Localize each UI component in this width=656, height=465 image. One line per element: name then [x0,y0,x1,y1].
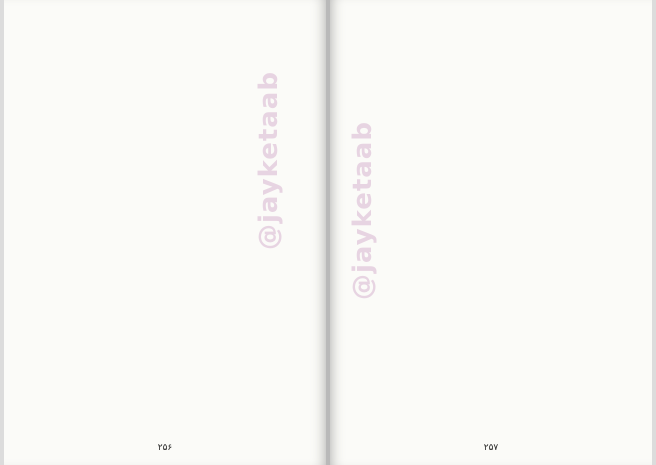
text-line [34,133,296,144]
text-line [354,178,626,189]
text-line [34,178,296,189]
text-line [354,390,626,401]
text-line [354,10,626,21]
text-line [34,413,296,424]
text-line [34,88,296,99]
text-line [34,301,296,312]
text-line [34,77,296,88]
text-line [34,346,296,357]
text-line [34,144,296,155]
text-line [34,167,296,178]
left-page [4,0,326,465]
text-line [34,32,296,43]
text-line [354,44,626,55]
text-line [34,279,296,290]
text-line [354,279,626,290]
text-line [354,346,626,357]
text-line [354,290,626,301]
text-line [354,379,626,390]
text-line [354,144,626,155]
text-line [354,155,626,166]
text-line [34,379,296,390]
text-line [354,368,626,379]
text-line [354,234,626,245]
text-line [354,88,626,99]
text-line [34,66,296,77]
text-line [34,21,296,32]
text-line [354,100,626,111]
text-line [34,44,296,55]
text-line [34,402,296,413]
text-line [34,256,296,267]
text-line [34,55,296,66]
text-line [34,100,296,111]
text-line [34,189,296,200]
text-line [354,122,626,133]
text-line [354,256,626,267]
text-line [34,334,296,345]
watermark: @jayketaab [348,121,378,300]
text-line [354,413,626,424]
text-line [354,55,626,66]
text-line [354,77,626,88]
text-line [354,200,626,211]
text-line [354,167,626,178]
page-number: ۲۵۷ [483,443,499,453]
right-page [330,0,652,465]
text-line [354,21,626,32]
left-page-body [34,10,296,424]
text-line [354,267,626,278]
text-line [354,111,626,122]
text-line [34,267,296,278]
text-line [34,323,296,334]
text-line [34,200,296,211]
text-line [354,301,626,312]
text-line [354,211,626,222]
text-line [354,245,626,256]
text-line [354,323,626,334]
text-line [34,368,296,379]
text-line [354,402,626,413]
text-line [34,111,296,122]
text-line [354,312,626,323]
text-line [34,390,296,401]
text-line [34,155,296,166]
text-line [34,122,296,133]
right-page-body [354,10,626,424]
text-line [34,10,296,21]
text-line [34,290,296,301]
text-line [354,334,626,345]
text-line [34,223,296,234]
text-line [354,66,626,77]
text-line [354,133,626,144]
text-line [34,312,296,323]
text-line [34,234,296,245]
page-number: ۲۵۶ [157,443,173,453]
watermark: @jayketaab [254,71,284,250]
text-line [354,357,626,368]
text-line [34,357,296,368]
text-line [354,189,626,200]
text-line [34,245,296,256]
text-line [354,223,626,234]
text-line [34,211,296,222]
text-line [354,32,626,43]
